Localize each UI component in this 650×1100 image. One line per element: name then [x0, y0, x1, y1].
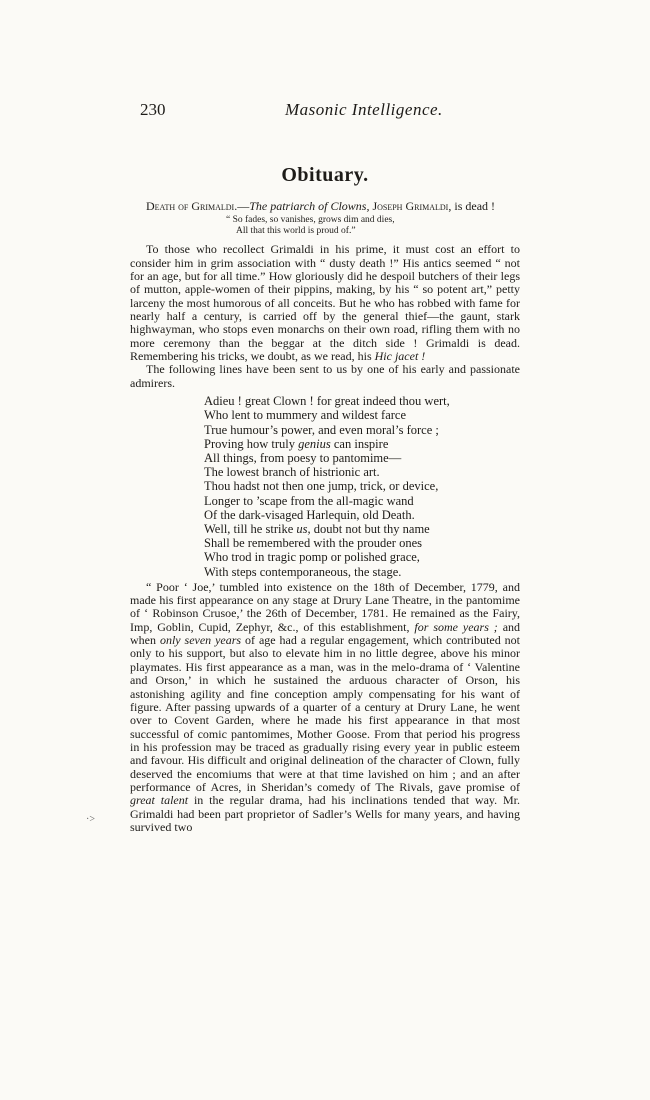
intro-name: Joseph Grimaldi,: [372, 199, 452, 213]
poem-line: Who trod in tragic pomp or polished grace,: [204, 550, 420, 565]
poem-line: The lowest branch of histrionic art.: [204, 465, 380, 480]
p3-part-6: great talent: [130, 793, 189, 808]
poem-line: Longer to ’scape from the all-magic wand: [204, 493, 414, 508]
epigraph: [226, 215, 520, 237]
p3-part-3: and when: [130, 619, 521, 648]
p3-part-2: for some years ;: [414, 619, 498, 634]
p3-part-4: only seven years: [159, 633, 242, 648]
poem-line: [204, 437, 520, 451]
running-title: Masonic Intelligence.: [285, 100, 443, 119]
poem-line: Shall be remembered with the prouder ones: [204, 536, 422, 551]
poem: [204, 394, 520, 579]
poem-line: Adieu ! great Clown ! for great indeed thou wert,: [204, 394, 450, 409]
poem-line: [204, 522, 520, 536]
page-header: [140, 100, 520, 122]
poem-line-10b: us,: [296, 521, 311, 536]
poem-line-4a: Proving how truly: [204, 436, 295, 451]
p3-part-5: of age had a regular engagement, which contributed not only to his support, but also to elevate him in no little degree, above his minor playmates. His first appearance as a man, was in the melo-drama of ‘ Valentine and Orson,’ in which he sustained the arduous character of Orson, his astonishing agility and fine conception amply compensating for his want of figure. After passing upwards of a quarter of a century at Drury Lane, he went over to Covent Garden, where he made his first appearance in that most successful of comic pantomimes, Mother Goose. From that period his progress in his profession may be traced as gradually rising every year in public esteem and favour. His difficult and original delineation of the character of Clown, fully deserved the encomiums that were at that time lavished on him ; and an after performance of Acres, in Sheridan’s comedy of The Rivals, gave promise of: [130, 633, 521, 794]
section-title: Obituary.: [281, 164, 369, 186]
intro-text-start: The patriarch of Clowns,: [249, 199, 370, 213]
intro-lead: Death of Grimaldi.: [146, 199, 238, 213]
poem-line: Who lent to mummery and wildest farce: [204, 408, 407, 423]
page-number: 230: [140, 100, 166, 119]
poem-line-4c: can inspire: [333, 436, 389, 451]
poem-line-10a: Well, till he strike: [204, 521, 294, 536]
hic-jacet: Hic jacet !: [374, 349, 426, 364]
poem-line: Of the dark-visaged Harlequin, old Death.: [204, 507, 415, 522]
poem-line: True humour’s power, and even moral’s force ;: [204, 422, 439, 437]
intro-paragraph: [130, 200, 520, 213]
paragraph-1: [130, 243, 520, 363]
paragraph-3: [130, 581, 520, 835]
epigraph-line-1: “ So fades, so vanishes, grows dim and dies,: [226, 215, 395, 226]
poem-line-4b: genius: [298, 436, 331, 451]
poem-line: Thou hadst not then one jump, trick, or device,: [204, 479, 439, 494]
poem-line: With steps contemporaneous, the stage.: [204, 564, 402, 579]
paragraph-2: The following lines have been sent to us by one of his early and passionate admirers.: [130, 362, 520, 390]
epigraph-line-2: All that this world is proud of.”: [236, 226, 356, 237]
p3-part-1: “ Poor ‘ Joe,’ tumbled into existence on the 18th of December, 1779, and made his first appearance on any stage at Drury Lane Theatre, in the pantomime of ‘ Robinson Crusoe,’ the 26th of December, 1781. He remained as the Fairy, Imp, Goblin, Cupid, Zephyr, &c., of this establishment,: [130, 579, 520, 634]
poem-line: All things, from poesy to pantomime—: [204, 450, 402, 465]
intro-text-end: is dead !: [454, 199, 496, 213]
intro-dash: —: [237, 199, 250, 213]
paragraph-1-text: To those who recollect Grimaldi in his prime, it must cost an effort to consider him in grim association with “ dusty death !” His antics seemed “ not for an age, but for all time.” How gloriously did he despoil butchers of their legs of mutton, apple-women of their pippins, making, by his “ so potent art,” petty larceny the most humorous of all conceits. But he who has robbed with fame for nearly half a century, is carried off by the general thief—the gaunt, stark highwayman, who stops even monarchs on their own road, rifling them with no more ceremony than the beggar at the ditch side ! Grimaldi is dead. Remembering his tricks, we doubt, as we read, his: [130, 242, 520, 364]
poem-line-10c: doubt not but thy name: [313, 521, 430, 536]
margin-mark: ·>: [86, 814, 95, 825]
article-body: [130, 200, 520, 834]
p3-part-7: in the regular drama, had his inclinations tended that way. Mr. Grimaldi had been part proprietor of Sadler’s Wells for many years, and having survived two: [130, 793, 520, 834]
